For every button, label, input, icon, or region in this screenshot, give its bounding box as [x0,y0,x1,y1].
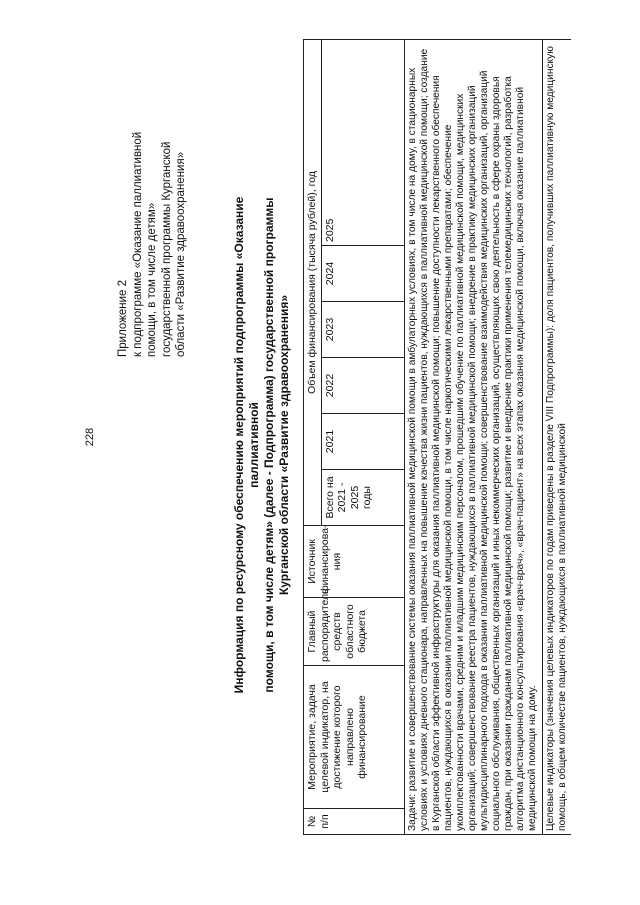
header-total: Всего на 2021 - 2025 годы [321,470,404,526]
header-source: Источник финансирова-ния [304,526,405,598]
tasks-label: Задачи: [406,793,418,831]
appendix-line: Приложение 2 [117,279,129,357]
resource-table [303,39,571,835]
title-line: помощи, в том числе детям» (далее - Подпрограмма) государственной программы [262,197,276,693]
header-row [304,39,322,834]
indicators-text: (значения целевых индикаторов по годам приведены в разделе VIII Подпрограммы): доля пациентов, получивших паллиативную медицинскую помощь, в общем количестве пациентов, нуждающихся в паллиативной медицинской [544,46,568,831]
header-year: 2022 [321,358,404,414]
header-year: 2025 [321,39,404,245]
indicators-cell [542,39,571,834]
tasks-row [404,39,542,834]
header-manager: Главный распорядитель средств областного бюджета [304,598,405,666]
document-title [232,180,292,710]
header-year: 2021 [321,414,404,470]
appendix-line: к подпрограмме «Оказание паллиативной [131,131,144,357]
appendix-heading [116,57,189,357]
indicators-label: Целевые индикаторы [544,729,556,831]
tasks-cell [404,39,542,834]
appendix-line: государственной программы Курганской [160,141,173,357]
appendix-line: помощи, в том числе детям» [146,202,158,357]
header-event: Мероприятие, задача целевой индикатор, на достижение которого направлено финансирование [304,666,405,809]
header-num: № п/п [304,809,405,835]
title-line: Информация по ресурсному обеспечению мероприятий подпрограммы «Оказание паллиативной [232,196,261,694]
header-year: 2023 [321,302,404,358]
page-number: 228 [84,427,96,447]
header-year: 2024 [321,246,404,302]
indicators-row [542,39,571,834]
appendix-line: области «Развитие здравоохранения» [175,151,187,357]
title-line: Курганской области «Развитие здравоохранения» [277,294,291,596]
header-volume: Объем финансирования (тысяча рублей), год [304,39,322,525]
tasks-text: развитие и совершенствование системы оказания паллиативной медицинской помощи в амбулаторных условиях, в том числе на дому, в стационарных условиях и условиях дневного стационара, направленных на повышение качества жизни пациентов, нуждающихся в паллиативной медицинской помощи; создание в Курганской области эффективной инфраструктуры для оказания паллиативной медицинской помощи; повышение доступности лекарственного обеспечения пациентов, нуждающихся в оказании паллиативной медицинской помощи, в том числе наркотическими лекарственными препаратами; обеспечение укомплектованности врачами, средним и младшим медицинским персоналом, прошедшим обучение по паллиативной медицинской помощи, медицинских организаций; совершенствование реестра пациентов, нуждающихся в паллиативной медицинской помощи; внедрение в практику медицинских организаций мультидисциплинарного подхода в оказании паллиативной медицинской помощи; совершенствование взаимодействия медицинских организаций, организаций социального обслуживания, общественных организаций и иных некоммерческих организаций, осуществляющих свою деятельность в сфере охраны здоровья граждан, при оказании гражданам паллиативной медицинской помощи; развитие и внедрение практики применения телемедицинских технологий, разработка алгоритма дистанционного консультирования «врач-врач», «врач-пациент» на всех этапах оказания медицинской помощи, включая оказание паллиативной медицинской помощи на дому. [406,48,539,831]
